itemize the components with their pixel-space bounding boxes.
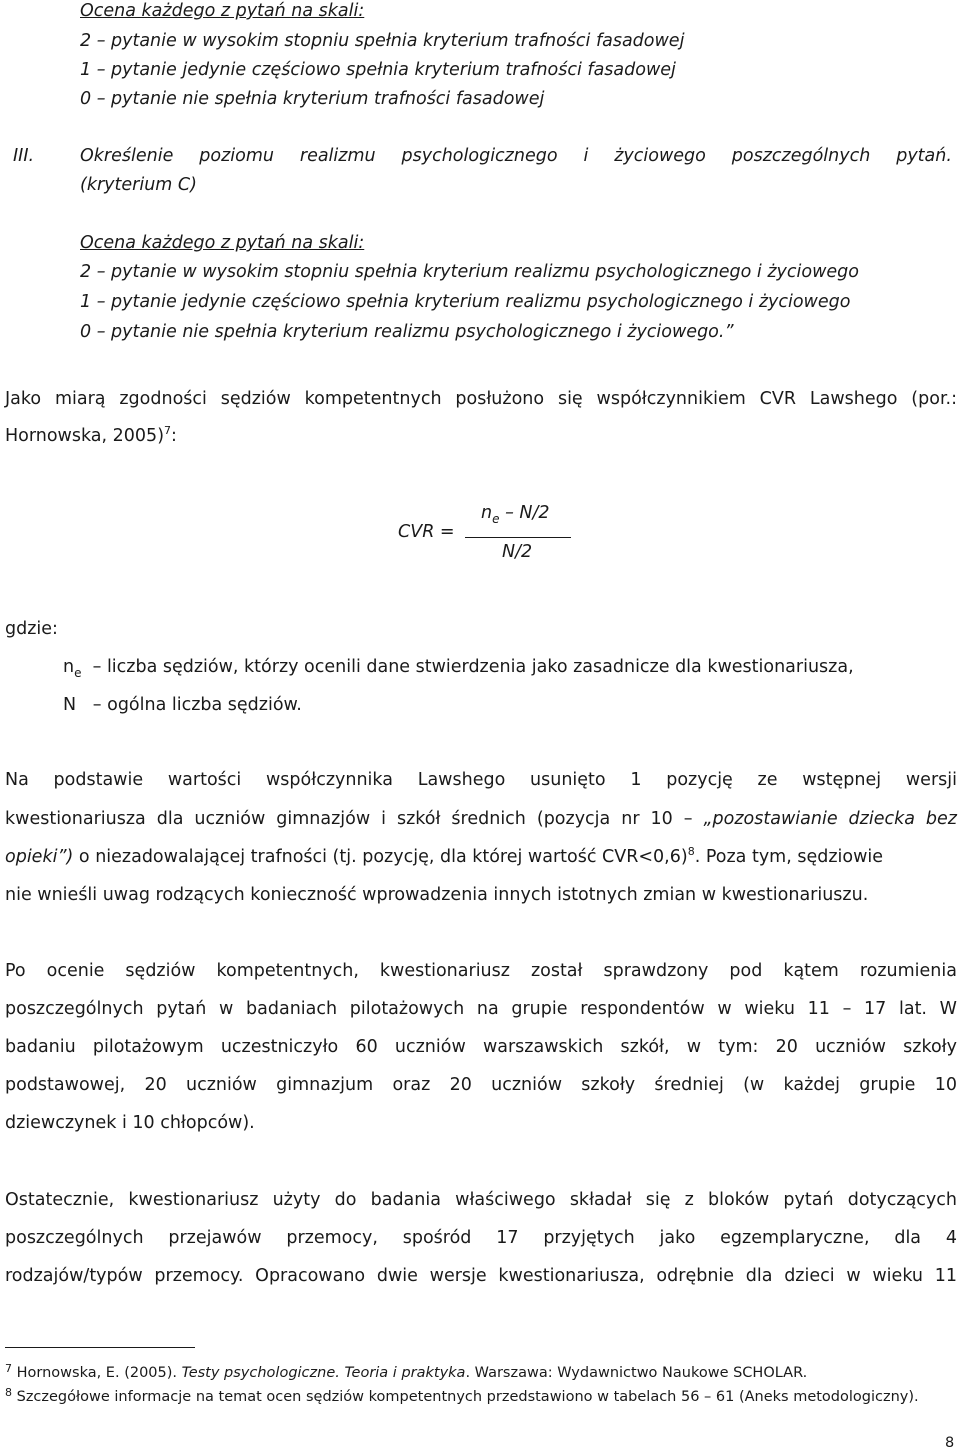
section-iii-title	[80, 148, 952, 166]
para2-line4: podstawowej, 20 uczniów gimnazjum oraz 20 uczniów szkoły średniej (w każdej grupie 10	[5, 1075, 957, 1095]
para3-line3: rodzajów/typów przemocy. Opracowano dwie wersje kwestionariusza, odrębnie dla dzieci w wieku 11	[5, 1266, 957, 1286]
scale-c-item-1: 1 – pytanie jedynie częściowo spełnia kryterium realizmu psychologicznego i życiowego	[80, 292, 851, 312]
scale-c-item-0: 0 – pytanie nie spełnia kryterium realizmu psychologicznego i życiowego.”	[80, 322, 734, 342]
footnote-8: $^8$ Szczegółowe informacje na temat ocen sędziów kompetentnych przedstawiono w tabelach 56 – 61 (Aneks metodologiczny).	[5, 1386, 919, 1405]
para2-line5: dziewczynek i 10 chłopców).	[5, 1113, 255, 1133]
scale-b-item-1: 1 – pytanie jedynie częściowo spełnia kryterium trafności fasadowej	[80, 60, 676, 80]
where-def-ne: $n_e$ – liczba sędziów, którzy ocenili dane stwierdzenia jako zasadnicze dla kwestionariusza,	[63, 657, 854, 680]
title-word: realizmu	[299, 146, 376, 166]
section-iii-criterion: (kryterium C)	[80, 175, 197, 195]
where-def-n: N – ogólna liczba sędziów.	[63, 695, 302, 715]
title-word: poziomu	[199, 146, 274, 166]
scale-b-heading: Ocena każdego z pytań na skali:	[80, 1, 365, 21]
scale-b-item-2: 2 – pytanie w wysokim stopniu spełnia kryterium trafności fasadowej	[80, 31, 685, 51]
where-label: gdzie:	[5, 619, 58, 639]
para1-line1: Na podstawie wartości współczynnika Lawshego usunięto 1 pozycję ze wstępnej wersji	[5, 770, 957, 790]
title-word: życiowego	[614, 146, 706, 166]
para2-line3: badaniu pilotażowym uczestniczyło 60 uczniów warszawskich szkół, w tym: 20 uczniów szkoły	[5, 1037, 957, 1057]
para2-line2: poszczególnych pytań w badaniach pilotażowych na grupie respondentów w wieku 11 – 17 lat. W	[5, 999, 957, 1019]
scale-c-item-2: 2 – pytanie w wysokim stopniu spełnia kryterium realizmu psychologicznego i życiowego	[80, 262, 859, 282]
footnote-7: $^7$ Hornowska, E. (2005). Testy psychologiczne. Teoria i praktyka. Warszawa: Wydawnictwo Naukowe SCHOLAR.	[5, 1362, 808, 1381]
footnote-separator	[5, 1347, 195, 1348]
scale-c-heading: Ocena każdego z pytań na skali:	[80, 233, 365, 253]
para3-line1: Ostatecznie, kwestionariusz użyty do badania właściwego składał się z bloków pytań dotyczących	[5, 1190, 957, 1210]
para1-line2: kwestionariusza dla uczniów gimnazjów i szkół średnich (pozycja nr 10 – „pozostawianie dziecka bez	[5, 809, 957, 829]
para2-line1: Po ocenie sędziów kompetentnych, kwestionariusz został sprawdzony pod kątem rozumienia	[5, 961, 957, 981]
formula-lhs: CVR =	[398, 522, 455, 542]
page-number: 8	[945, 1435, 955, 1451]
title-word: Określenie	[80, 146, 174, 166]
cvr-intro-line2: Hornowska, 2005)$^7$:	[5, 424, 177, 446]
title-word: i	[583, 146, 589, 166]
title-word: pytań.	[896, 146, 952, 166]
formula-numerator: $n_e - N/2$	[481, 503, 550, 526]
title-word: psychologicznego	[401, 146, 558, 166]
formula-denominator: N/2	[502, 542, 533, 562]
fraction-bar	[465, 537, 571, 538]
para1-line3: opieki”) o niezadowalającej trafności (tj. pozycję, dla której wartość CVR<0,6)$^8$. Poza tym, sędziowie	[5, 845, 884, 867]
para3-line2: poszczególnych przejawów przemocy, spośród 17 przyjętych jako egzemplaryczne, dla 4	[5, 1228, 957, 1248]
title-word: poszczególnych	[731, 146, 871, 166]
para1-line4: nie wnieśli uwag rodzących konieczność wprowadzenia innych istotnych zmian w kwestionariuszu.	[5, 885, 869, 905]
scale-b-item-0: 0 – pytanie nie spełnia kryterium trafności fasadowej	[80, 89, 545, 109]
cvr-intro-line1: Jako miarą zgodności sędziów kompetentnych posłużono się współczynnikiem CVR Lawshego (por.:	[5, 389, 957, 409]
section-iii-number: III.	[13, 146, 35, 166]
